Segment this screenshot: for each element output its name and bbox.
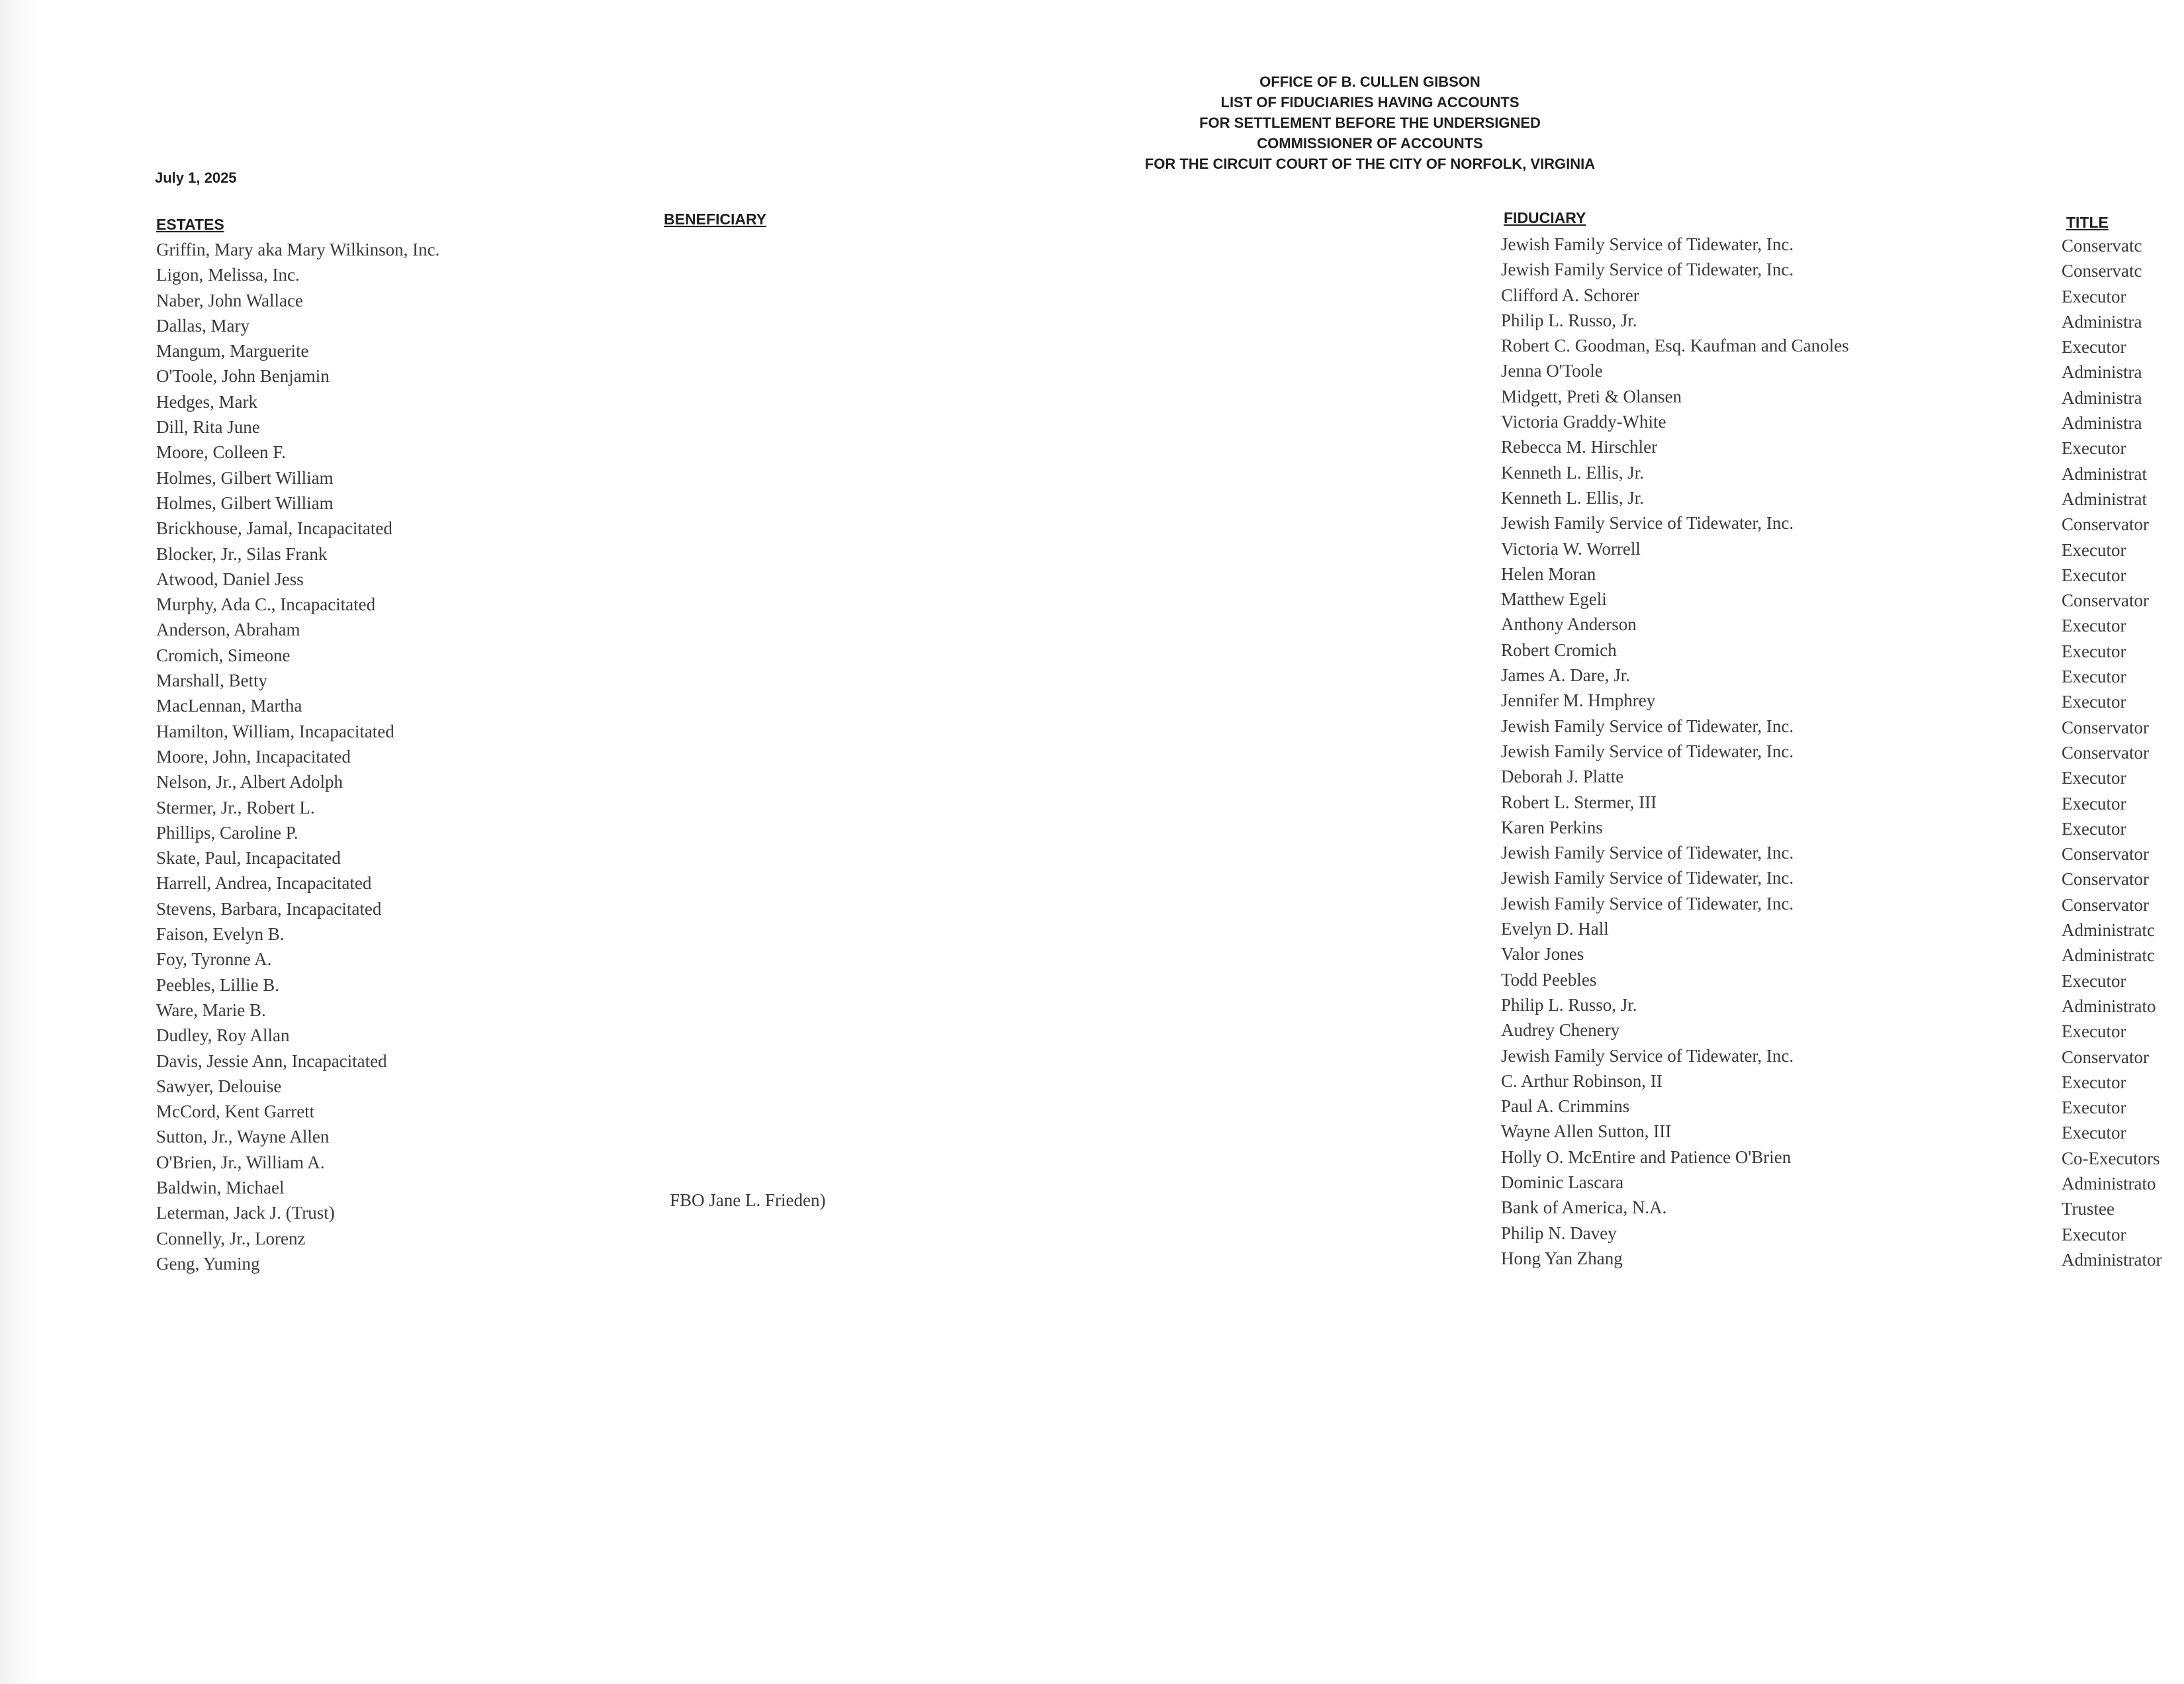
fiduciary-entry: Victoria W. Worrell: [1501, 538, 1641, 559]
estate-entry: Moore, John, Incapacitated: [156, 746, 351, 767]
estate-entry: Sutton, Jr., Wayne Allen: [156, 1127, 330, 1147]
estate-entry: Ware, Marie B.: [156, 1000, 266, 1020]
fiduciary-entry: Kenneth L. Ellis, Jr.: [1501, 487, 1644, 508]
title-entry: Conservator: [2062, 869, 2149, 890]
title-entry: Conservator: [2062, 844, 2149, 865]
fiduciary-entry: Victoria Graddy-White: [1501, 412, 1666, 432]
fiduciary-entry: Bank of America, N.A.: [1501, 1197, 1667, 1218]
title-header: TITLE: [2066, 214, 2109, 231]
title-entry: Executor: [2062, 692, 2126, 712]
title-entry: Administrat: [2062, 489, 2147, 509]
fiduciary-entry: Jewish Family Service of Tidewater, Inc.: [1501, 741, 1794, 761]
header-line: LIST OF FIDUCIARIES HAVING ACCOUNTS: [1220, 94, 1520, 111]
estate-entry: Holmes, Gilbert William: [156, 467, 334, 488]
estate-entry: Foy, Tyronne A.: [156, 949, 272, 970]
title-column: [2062, 233, 2184, 1272]
fiduciary-entry: Dominic Lascara: [1501, 1172, 1624, 1192]
estate-entry: Cromich, Simeone: [156, 645, 291, 665]
title-entry: Conservatc: [2062, 236, 2142, 256]
estate-entry: Stermer, Jr., Robert L.: [156, 797, 315, 818]
title-entry: Executor: [2062, 616, 2126, 636]
title-entry: Administrat: [2062, 463, 2147, 484]
fiduciary-entry: Robert Cromich: [1501, 639, 1617, 660]
header-line: FOR THE CIRCUIT COURT OF THE CITY OF NORFOLK, VIRGINIA: [1144, 156, 1596, 172]
estate-entry: Naber, John Wallace: [156, 290, 303, 310]
fiduciary-entry: Jewish Family Service of Tidewater, Inc.: [1501, 716, 1794, 736]
header-line: FOR SETTLEMENT BEFORE THE UNDERSIGNED: [1199, 115, 1541, 131]
fiduciary-entry: Clifford A. Schorer: [1501, 285, 1639, 305]
title-entry: Executor: [2062, 768, 2126, 788]
fiduciary-entry: Audrey Chenery: [1501, 1020, 1620, 1041]
estate-entry: Connelly, Jr., Lorenz: [156, 1228, 306, 1248]
title-entry: Administra: [2062, 311, 2142, 332]
estate-entry: Griffin, Mary aka Mary Wilkinson, Inc.: [156, 240, 440, 259]
title-entry: Conservatc: [2062, 261, 2142, 281]
fiduciary-entry: Philip N. Davey: [1501, 1223, 1617, 1243]
fiduciary-column: [1501, 232, 1849, 1271]
title-entry: Administrato: [2062, 1173, 2156, 1193]
fiduciary-entry: Evelyn D. Hall: [1501, 919, 1609, 939]
title-entry: Co-Executors: [2062, 1148, 2160, 1168]
scan-shadow: [0, 0, 40, 1684]
fiduciary-entry: James A. Dare, Jr.: [1501, 665, 1630, 686]
estate-entry: Baldwin, Michael: [156, 1177, 285, 1197]
estate-entry: Brickhouse, Jamal, Incapacitated: [156, 518, 392, 539]
fiduciary-header: FIDUCIARY: [1504, 209, 1586, 226]
title-entry: Administratc: [2062, 920, 2155, 941]
estate-entry: McCord, Kent Garrett: [156, 1101, 315, 1122]
estate-entry: Faison, Evelyn B.: [156, 924, 285, 945]
title-entry: Administra: [2062, 387, 2142, 408]
title-entry: Administrator: [2062, 1249, 2162, 1270]
estate-entry: Dudley, Roy Allan: [156, 1025, 290, 1046]
estates-column: [156, 237, 439, 1276]
title-entry: Executor: [2062, 539, 2126, 560]
beneficiary-entry: FBO Jane L. Frieden): [670, 1190, 826, 1210]
fiduciary-entry: Jenna O'Toole: [1501, 361, 1603, 381]
fiduciary-entry: Jewish Family Service of Tidewater, Inc.: [1501, 259, 1794, 280]
estate-entry: Atwood, Daniel Jess: [156, 569, 304, 589]
title-entry: Executor: [2062, 641, 2126, 661]
estate-entry: Davis, Jessie Ann, Incapacitated: [156, 1051, 387, 1071]
estate-entry: Geng, Yuming: [156, 1253, 260, 1274]
estate-entry: Mangum, Marguerite: [156, 341, 309, 361]
fiduciary-entry: Midgett, Preti & Olansen: [1501, 386, 1682, 406]
estate-entry: Stevens, Barbara, Incapacitated: [156, 898, 382, 919]
estate-entry: Peebles, Lillie B.: [156, 974, 279, 995]
fiduciary-entry: Robert C. Goodman, Esq. Kaufman and Canoles: [1501, 336, 1849, 356]
title-entry: Executor: [2062, 1072, 2126, 1092]
fiduciary-entry: Wayne Allen Sutton, III: [1501, 1121, 1672, 1142]
estate-entry: O'Toole, John Benjamin: [156, 366, 330, 387]
title-entry: Administra: [2062, 413, 2142, 434]
title-entry: Administratc: [2062, 945, 2155, 966]
estate-entry: Moore, Colleen F.: [156, 442, 286, 463]
fiduciary-entry: Philip L. Russo, Jr.: [1501, 310, 1637, 330]
fiduciary-entry: Robert L. Stermer, III: [1501, 792, 1657, 812]
estate-entry: Hamilton, William, Incapacitated: [156, 721, 394, 741]
estate-entry: Phillips, Caroline P.: [156, 822, 298, 843]
title-entry: Executor: [2062, 818, 2126, 839]
estate-entry: Sawyer, Delouise: [156, 1076, 282, 1096]
estate-entry: Nelson, Jr., Albert Adolph: [156, 772, 343, 792]
estates-header: ESTATES: [156, 216, 224, 233]
fiduciary-entry: Jewish Family Service of Tidewater, Inc.: [1501, 234, 1794, 254]
header-line: OFFICE OF B. CULLEN GIBSON: [1259, 73, 1480, 90]
estate-entry: MacLennan, Martha: [156, 696, 302, 716]
title-entry: Conservator: [2062, 742, 2149, 763]
title-entry: Executor: [2062, 667, 2126, 687]
header-line: COMMISSIONER OF ACCOUNTS: [1257, 135, 1483, 152]
title-entry: Executor: [2062, 1123, 2126, 1143]
fiduciary-entry: Jennifer M. Hmphrey: [1501, 690, 1656, 711]
title-entry: Administra: [2062, 362, 2142, 383]
estate-entry: Ligon, Melissa, Inc.: [156, 265, 300, 285]
fiduciary-entry: Jewish Family Service of Tidewater, Inc.: [1501, 1045, 1794, 1066]
estate-entry: Dallas, Mary: [156, 315, 250, 336]
title-entry: Administrato: [2062, 996, 2156, 1016]
title-entry: Conservator: [2062, 1047, 2149, 1067]
estate-entry: Murphy, Ada C., Incapacitated: [156, 594, 376, 615]
estate-entry: Dill, Rita June: [156, 417, 260, 438]
fiduciary-entry: Jewish Family Service of Tidewater, Inc.: [1501, 513, 1794, 534]
estate-entry: Skate, Paul, Incapacitated: [156, 848, 341, 868]
fiduciary-entry: Rebecca M. Hirschler: [1501, 437, 1658, 457]
title-entry: Executor: [2062, 1021, 2126, 1042]
title-entry: Conservator: [2062, 590, 2149, 611]
fiduciary-entry: Hong Yan Zhang: [1501, 1248, 1623, 1268]
title-entry: Conservator: [2062, 894, 2149, 915]
title-entry: Executor: [2062, 438, 2126, 459]
fiduciary-entry: Valor Jones: [1501, 944, 1584, 964]
title-entry: Conservator: [2062, 717, 2149, 737]
fiduciary-entry: Holly O. McEntire and Patience O'Brien: [1501, 1146, 1792, 1167]
fiduciary-entry: Philip L. Russo, Jr.: [1501, 994, 1637, 1015]
title-entry: Executor: [2062, 286, 2126, 306]
title-entry: Executor: [2062, 970, 2126, 991]
fiduciary-entry: Todd Peebles: [1501, 969, 1597, 990]
fiduciary-entry: Karen Perkins: [1501, 817, 1603, 837]
estate-entry: Holmes, Gilbert William: [156, 492, 334, 513]
estate-entry: Anderson, Abraham: [156, 620, 300, 640]
estate-entry: Leterman, Jack J. (Trust): [156, 1203, 335, 1223]
estate-entry: Blocker, Jr., Silas Frank: [156, 543, 328, 564]
fiduciary-entry: Jewish Family Service of Tidewater, Inc.: [1501, 893, 1794, 913]
title-entry: Executor: [2062, 337, 2126, 357]
fiduciary-entry: Matthew Egeli: [1501, 589, 1607, 610]
title-entry: Trustee: [2062, 1199, 2115, 1219]
fiduciary-entry: Helen Moran: [1501, 563, 1596, 584]
title-entry: Executor: [2062, 1098, 2126, 1118]
title-entry: Executor: [2062, 1224, 2126, 1244]
document-date: July 1, 2025: [155, 169, 237, 186]
fiduciary-entry: Anthony Anderson: [1501, 614, 1637, 635]
title-entry: Conservator: [2062, 514, 2149, 535]
fiduciary-entry: Deborah J. Platte: [1501, 767, 1624, 787]
fiduciary-entry: Kenneth L. Ellis, Jr.: [1501, 462, 1644, 483]
fiduciary-entry: Jewish Family Service of Tidewater, Inc.: [1501, 868, 1794, 888]
estate-entry: Marshall, Betty: [156, 671, 267, 691]
fiduciary-entry: C. Arthur Robinson, II: [1501, 1070, 1662, 1091]
fiduciary-entry: Paul A. Crimmins: [1501, 1096, 1630, 1117]
title-entry: Executor: [2062, 793, 2126, 814]
estate-entry: Harrell, Andrea, Incapacitated: [156, 873, 372, 894]
estate-entry: O'Brien, Jr., William A.: [156, 1152, 325, 1172]
beneficiary-header: BENEFICIARY: [664, 210, 767, 228]
estate-entry: Hedges, Mark: [156, 391, 257, 412]
document-header: [1099, 71, 1641, 174]
fiduciary-entry: Jewish Family Service of Tidewater, Inc.: [1501, 843, 1794, 863]
title-entry: Executor: [2062, 565, 2126, 585]
